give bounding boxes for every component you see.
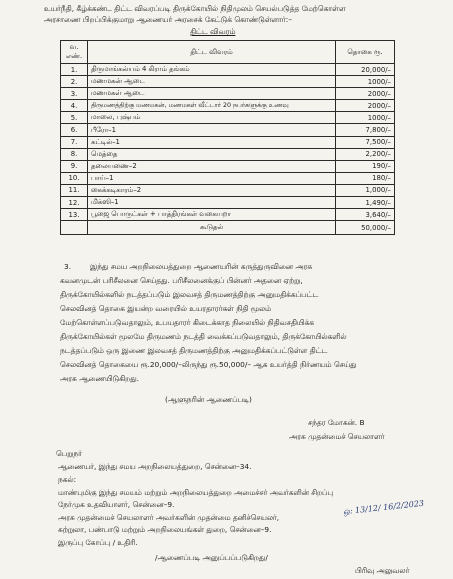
header-serial: வ. எண்.	[61, 41, 88, 64]
row-amount: 1000/–	[336, 112, 395, 124]
table-row	[61, 172, 395, 184]
para3-line: நடத்தப்படும் ஒரு இணை இலவசத் திருமணத்திற்கு அனுமதிக்கப்பட்டுள்ள திட்ட	[60, 346, 328, 355]
row-description: மணமகள் ஆடை	[88, 88, 336, 100]
total-label: கூடுதல்	[88, 221, 336, 235]
signatory-designation: அரசு முதன்மைச் செயலாளர்	[289, 432, 385, 441]
row-amount: 20,000/–	[336, 64, 395, 76]
para3-line: இந்து சமய அறநிலையத்துறை ஆணையரின் கருத்துருவினை அரசு	[90, 262, 313, 271]
table-row	[61, 112, 395, 124]
table-row	[61, 184, 395, 196]
copy-line: மாண்புமிகு இந்து சமயம் மற்றும் அறநிலையத்துறை அமைச்சர் அவர்களின் சிறப்பு	[58, 488, 334, 497]
row-serial: 13.	[61, 209, 88, 221]
copy-line: சுற்றுலா, பண்பாடு மற்றும் அறநிலையங்கள் துறை, சென்னை–9.	[58, 525, 272, 534]
row-serial: 5.	[61, 112, 88, 124]
row-amount: 2000/–	[336, 88, 395, 100]
total-amount: 50,000/–	[336, 221, 395, 235]
row-serial: 4.	[61, 100, 88, 112]
copy-line: அரசு முதன்மைச் செயலாளர் அவர்களின் முதன்மை தனிச்செயலர்,	[58, 513, 280, 522]
plan-table	[60, 40, 395, 235]
signatory-name: சந்தர மோகன். B	[308, 418, 365, 427]
row-description: திருமாங்கல்யம் 4 கிராம் தங்கம்	[88, 64, 336, 76]
row-serial: 8.	[61, 148, 88, 160]
handwritten-signature: ஒ: 13/12/ 16/2/2023	[342, 498, 425, 517]
row-amount: 2,200/–	[336, 148, 395, 160]
row-description: மணமகன் ஆடை	[88, 76, 336, 88]
table-row	[61, 124, 395, 136]
table-row	[61, 76, 395, 88]
intro-line-1: உயர்நீதி, கீழ்க்கண்ட திட்ட விவரப்படி திருக்கோயில் நிதிமுலம் செயல்படுத்த மேற்கொள்ள	[44, 4, 346, 13]
table-row	[61, 136, 395, 148]
para3-line: மேற்கொள்ளப்படுவதாலும், உபயதாரர் கிடைக்காத நிலையில் நிதிவசதியிக்க	[60, 318, 314, 327]
table-header-row	[61, 41, 395, 64]
total-blank-cell	[61, 221, 88, 235]
row-serial: 9.	[61, 160, 88, 172]
row-serial: 7.	[61, 136, 88, 148]
para3-line: செலவினத் தொகை இயன்ற வரையில் உயரதாரர்கள் நிதி மூலம்	[60, 304, 271, 313]
row-amount: 1,000/–	[336, 184, 395, 196]
forwarded-line: /ஆணைப்படி அனுப்பப்படுகிறது/	[155, 553, 268, 562]
row-amount: 1,490/–	[336, 197, 395, 209]
row-description: மெத்தை	[88, 148, 336, 160]
row-serial: 2.	[61, 76, 88, 88]
row-description: பூஜை பொருட்கள் + பாத்திரங்கள் வகையறா	[88, 209, 336, 221]
row-serial: 1.	[61, 64, 88, 76]
row-serial: 12.	[61, 197, 88, 209]
table-row	[61, 197, 395, 209]
row-amount: 1000/–	[336, 76, 395, 88]
row-description: கைக்கடிகாரம்–2	[88, 184, 336, 196]
recipient-line: ஆணையர், இந்து சமய அறநிலையத்துறை, சென்னை–34.	[58, 462, 252, 471]
table-row	[61, 100, 395, 112]
para3-line: திருக்கோயில்கள் மூலமே திருமணம் நடத்தி வைக்கப்படுவதாலும், திருக்கோயில்களில்	[60, 332, 347, 341]
row-description: மிக்ஸி–1	[88, 197, 336, 209]
row-serial: 3.	[61, 88, 88, 100]
para3-line: அரசு ஆணையிடுகிறது.	[60, 374, 139, 383]
row-description: பாய்–1	[88, 172, 336, 184]
row-description: பீரோ–1	[88, 124, 336, 136]
table-row	[61, 160, 395, 172]
officer-designation: பிரிவு அலுவலர்	[355, 566, 410, 575]
row-amount: 190/–	[336, 160, 395, 172]
row-description: மாலை, புஷ்பம்	[88, 112, 336, 124]
header-description: திட்ட விவரம்	[88, 41, 336, 64]
row-amount: 3,640/–	[336, 209, 395, 221]
table-row	[61, 88, 395, 100]
row-amount: 7,500/–	[336, 136, 395, 148]
table-row	[61, 148, 395, 160]
row-amount: 7,800/–	[336, 124, 395, 136]
table-subtitle: திட்ட விவரம்	[190, 27, 236, 36]
intro-line-2: அரசாணை பிறப்பிக்குமாறு ஆணையர் அரசைக் கேட்டுக் கொண்டுள்ளார்:–	[44, 15, 292, 24]
table-row	[61, 209, 395, 221]
copy-line: நேர்முக உதவியாளர், சென்னை–9.	[58, 500, 175, 509]
row-serial: 11.	[61, 184, 88, 196]
para3-line: கவனமுடன் பரிசீலனை செய்தது. பரிசீலனைக்குப் பின்னர் அதனை ஏற்று,	[60, 276, 303, 285]
row-serial: 6.	[61, 124, 88, 136]
row-amount: 2000/–	[336, 100, 395, 112]
copy-label: நகல்:	[58, 475, 77, 484]
row-description: திருமணத்திற்கு மணமகன், மணமகள் வீட்டார் 20 நபர்களுக்கு உணவு	[88, 100, 336, 112]
row-serial: 10.	[61, 172, 88, 184]
header-amount: தொகை ரூ.	[336, 41, 395, 64]
para3-line: திருக்கோயில்களில் நடத்தப்படும் இலவசத் திருமணத்திற்கு அனுமதிக்கப்பட்ட	[60, 290, 319, 299]
recipient-label: பெறுநர்	[56, 449, 83, 458]
copy-line: இருப்பு கோப்பு / உதிரி.	[58, 538, 138, 547]
para3-line: செலவினத் தொகையை ரூ.20,000/–லிருந்து ரூ.50,000/– ஆக உயர்த்தி நிர்ணயம் செய்து	[60, 360, 357, 369]
by-order-line: (ஆளுநரின் ஆணைப்படி)	[165, 395, 252, 404]
para3-number: 3.	[64, 262, 72, 271]
table-total-row	[61, 221, 395, 235]
row-description: கட்டில்–1	[88, 136, 336, 148]
row-description: தலையணை–2	[88, 160, 336, 172]
table-row	[61, 64, 395, 76]
row-amount: 180/–	[336, 172, 395, 184]
